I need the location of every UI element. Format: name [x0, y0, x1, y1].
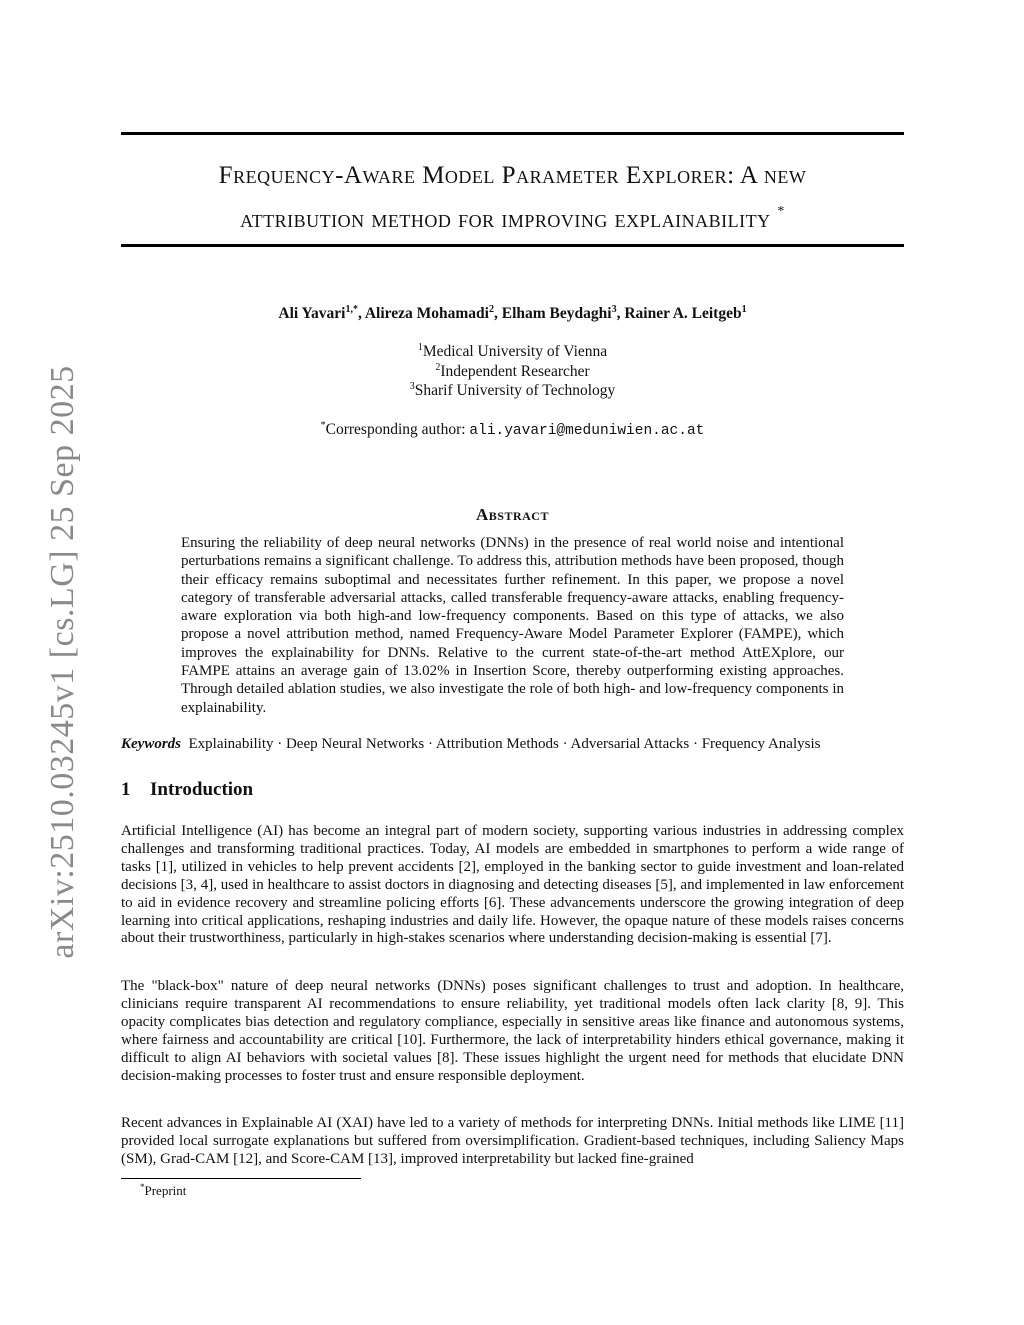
footnote: [140, 1182, 186, 1199]
footnote-rule: [121, 1178, 361, 1179]
section-number: 1: [121, 779, 131, 800]
corresponding-email[interactable]: ali.yavari@meduniwien.ac.at: [469, 423, 705, 439]
section-title: Introduction: [150, 779, 254, 800]
author-separator: ,: [494, 305, 502, 322]
affiliation: [121, 362, 904, 381]
affiliation-name: Sharif University of Technology: [414, 382, 616, 399]
author-affiliation-mark: 3: [611, 304, 617, 315]
title-bottom-rule: [121, 244, 904, 247]
title-line-2-wrap: [121, 194, 904, 238]
author: Ali Yavari: [278, 305, 346, 322]
title-top-rule: [121, 132, 904, 135]
affiliation-mark: 2: [435, 362, 441, 373]
footnote-mark: *: [140, 1182, 145, 1192]
author: Elham Beydaghi: [501, 305, 612, 322]
arxiv-stamp: arXiv:2510.03245v1 [cs.LG] 25 Sep 2025: [44, 365, 81, 959]
body-paragraph: Recent advances in Explainable AI (XAI) have led to a variety of methods for interpreting DNNs. Initial methods like LIME [11] provided local surrogate explanations but suffered from oversimplification. Gradient-based techniques, including Saliency Maps (SM), Grad-CAM [12], and Score-CAM [13], improved interpretability but lacked fine-grained: [121, 1115, 904, 1167]
affiliation-mark: 1: [417, 342, 423, 353]
author-list: [121, 304, 904, 323]
section-heading: [121, 779, 253, 801]
keywords-list: Explainability · Deep Neural Networks · Attribution Methods · Adversarial Attacks · Frequency Analysis: [188, 736, 821, 752]
affiliation: [121, 381, 904, 400]
author-affiliation-mark: 1,*: [345, 304, 358, 315]
corresponding-author: [121, 420, 904, 439]
author-affiliation-mark: 1: [741, 304, 747, 315]
keywords-label: Keywords: [121, 736, 181, 752]
title-line-1: Frequency-Aware Model Parameter Explorer: A new: [218, 162, 807, 189]
affiliation-mark: 3: [409, 381, 415, 392]
footnote-text: Preprint: [144, 1183, 187, 1198]
author-separator: ,: [357, 305, 365, 322]
corresponding-label: Corresponding author:: [325, 421, 470, 438]
author-separator: ,: [616, 305, 625, 322]
corresponding-mark: *: [320, 420, 326, 431]
keywords: [121, 736, 904, 753]
affiliation: [121, 342, 904, 361]
abstract-heading: Abstract: [476, 505, 549, 524]
title-line-2: attribution method for improving explainability: [240, 206, 771, 233]
abstract-body: Ensuring the reliability of deep neural networks (DNNs) in the presence of real world noise and intentional perturbations remains a significant challenge. To address this, attribution methods have been proposed, though their efficacy remains suboptimal and necessitates further refinement. In this paper, we propose a novel category of transferable adversarial attacks, called transferable frequency-aware attacks, enabling frequency-aware exploration via both high-and low-frequency components. Based on this type of attacks, we also propose a novel attribution method, named Frequency-Aware Model Parameter Explorer (FAMPE), which improves the explainability for DNNs. Relative to the current state-of-the-art method AttEXplore, our FAMPE attains an average gain of 13.02% in Insertion Score, thereby outperforming existing approaches. Through detailed ablation studies, we also investigate the role of both high- and low-frequency components in explainability.: [181, 535, 844, 716]
affiliation-name: Medical University of Vienna: [422, 343, 608, 360]
body-paragraph: Artificial Intelligence (AI) has become an integral part of modern society, supporting various industries in addressing complex challenges and transforming traditional practices. Today, AI models are embedded in smartphones to perform a wide range of tasks [1], utilized in vehicles to help prevent accidents [2], employed in the banking sector to guide investment and loan-related decisions [3, 4], used in healthcare to assist doctors in diagnosing and detecting diseases [5], and implemented in law enforcement to aid in evidence recovery and streamline policing efforts [6]. These advancements underscore the growing integration of deep learning into critical applications, reshaping industries and daily life. However, the opaque nature of these models raises concerns about their trustworthiness, particularly in high-stakes scenarios where understanding decision-making is essential [7].: [121, 823, 904, 947]
author: Rainer A. Leitgeb: [624, 305, 742, 322]
author: Alireza Mohamadi: [364, 305, 489, 322]
author-affiliation-mark: 2: [489, 304, 494, 315]
body-paragraph: The "black-box" nature of deep neural networks (DNNs) poses significant challenges to trust and adoption. In healthcare, clinicians require transparent AI recommendations to ensure reliability, yet traditional models often lack clarity [8, 9]. This opacity complicates bias detection and regulatory compliance, especially in sensitive areas like finance and autonomous systems, where fairness and accountability are critical [10]. Furthermore, the lack of interpretability hinders ethical governance, making it difficult to align AI behaviors with societal values [8]. These issues highlight the urgent need for methods that elucidate DNN decision-making processes to foster trust and ensure responsible deployment.: [121, 978, 904, 1084]
title-footnote-mark: *: [777, 204, 785, 219]
affiliation-name: Independent Researcher: [440, 363, 590, 380]
paper-title: [121, 158, 904, 238]
